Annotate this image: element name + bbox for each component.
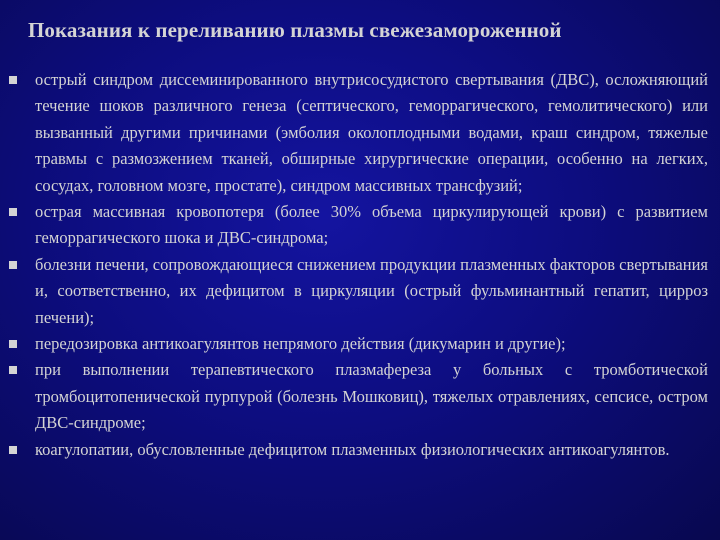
square-bullet-icon <box>9 366 17 374</box>
square-bullet-icon <box>9 446 17 454</box>
square-bullet-icon <box>9 261 17 269</box>
list-item-text: коагулопатии, обусловленные дефицитом плазменных физиологических антикоагулянтов. <box>35 439 670 459</box>
list-item-text: при выполнении терапевтического плазмафереза у больных с тромботической тромбоцитопенической пурпурой (болезнь Мошковиц), тяжелых отравлениях, сепсисе, остром ДВС-синдроме; <box>35 360 708 433</box>
list-item-text: передозировка антикоагулянтов непрямого действия (дикумарин и другие); <box>35 334 566 354</box>
square-bullet-icon <box>9 208 17 216</box>
list-item <box>0 199 720 252</box>
list-item-text: острая массивная кровопотеря (более 30% объема циркулирующей крови) с развитием геморрагического шока и ДВС-синдрома; <box>35 202 708 248</box>
list-item-text: острый синдром диссеминированного внутрисосудистого свертывания (ДВС), осложняющий течение шоков различного генеза (септического, геморрагического, гемолитического) или вызванный другими причинами (эмболия околоплодными водами, краш синдром, тяжелые травмы с размозжением тканей, обширные хирургические операции, особенно на легких, сосудах, головном мозге, простате), синдром массивных трансфузий; <box>35 70 708 195</box>
square-bullet-icon <box>9 340 17 348</box>
indications-list <box>0 67 720 463</box>
square-bullet-icon <box>9 76 17 84</box>
slide-title: Показания к переливанию плазмы свежезамороженной <box>28 18 562 42</box>
list-item-text: болезни печени, сопровождающиеся снижением продукции плазменных факторов свертывания и, соответственно, их дефицитом в циркуляции (острый фульминантный гепатит, цирроз печени); <box>35 254 708 327</box>
list-item <box>0 67 720 199</box>
list-item <box>0 331 720 357</box>
list-item <box>0 357 720 436</box>
list-item <box>0 437 720 463</box>
list-item <box>0 252 720 331</box>
